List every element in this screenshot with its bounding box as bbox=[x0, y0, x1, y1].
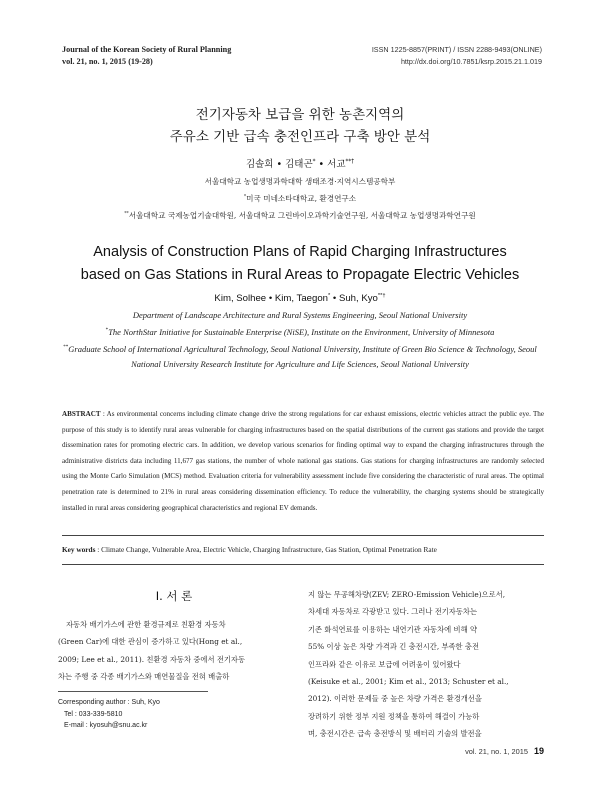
korean-affiliation-3 bbox=[0, 210, 600, 221]
english-authors-names: Kim, Solhee • Kim, Taegon bbox=[214, 293, 328, 305]
korean-authors-names: 김솔희 • 김태곤 bbox=[245, 159, 313, 170]
text-line: 지 않는 무공해차량(ZEV; ZERO-Emission Vehicle)으로서, bbox=[308, 590, 506, 599]
english-affiliation-1: Department of Landscape Architecture and Rural Systems Engineering, Seoul National University bbox=[132, 310, 468, 320]
english-aff2-mark: * bbox=[105, 327, 109, 334]
english-aff3-text: Graduate School of International Agricultural Technology, Seoul National University, Institute of Green Bio Science & Technology, Seoul National University Research Institute for Agriculture and Life Sciences, Seoul National University bbox=[68, 344, 537, 370]
text-line: 인프라와 같은 이유로 보급에 어려움이 있어왔다 bbox=[308, 659, 461, 669]
abstract-text: : As environmental concerns including climate change drive the strong regulations for car exhaust emissions, electric vehicles attract the public eye. The purpose of this study is to identify rural areas vulnerable for charging infrastructures based on the spatial distributions of the current gas stations and provide the target dissemination rates for promoting electric cars. In addition, we develop various scenarios for finding optimal way to expand the charging infrastructures through the administrative districts data including 11,677 gas stations, the number of whole national gas stations. Gas stations for charging infrastructures are randomly selected using the Monte Carlo Simulation (MCS) method. Evaluation criteria for vulnerability assessment include five considering the characteristic of rural areas. The optimal penetration rate is determined to 21% in rural areas considering dissemination efficiency. To reduce the vulnerability, the charging systems should be strategically installed in rural areas considering geographical characteristics and regional EV demands. bbox=[62, 410, 544, 512]
korean-aff2-text: 미국 미네소타대학교, 환경연구소 bbox=[246, 194, 357, 203]
footer-issue: vol. 21, no. 1, 2015 bbox=[465, 747, 528, 756]
korean-author-mark-2: **† bbox=[345, 158, 355, 165]
text-line: (Green Car)에 대한 관심이 증가하고 있다(Hong et al., bbox=[58, 637, 243, 647]
korean-affiliation-2 bbox=[0, 193, 600, 204]
english-affiliations bbox=[58, 308, 542, 372]
korean-title-line1: 전기자동차 보급을 위한 농촌지역의 bbox=[195, 107, 405, 123]
abstract bbox=[62, 407, 544, 516]
english-title bbox=[0, 241, 600, 287]
english-author-mark-1: * bbox=[328, 293, 331, 299]
english-aff3-mark: ** bbox=[63, 344, 69, 351]
keywords bbox=[62, 545, 544, 554]
korean-authors bbox=[0, 156, 600, 170]
correspondence-rule bbox=[58, 691, 208, 692]
korean-aff3-text: 서울대학교 국제농업기술대학원, 서울대학교 그린바이오과학기술연구원, 서울대학교 농업생명과학연구원 bbox=[128, 211, 476, 220]
english-authors bbox=[0, 293, 600, 304]
doi-link[interactable]: http://dx.doi.org/10.7851/ksrp.2015.21.1.019 bbox=[400, 57, 542, 66]
english-aff2-text: The NorthStar Initiative for Sustainable Enterprise (NiSE), Institute on the Environment, University of Minnesota bbox=[108, 327, 495, 338]
issn-block bbox=[372, 44, 542, 68]
korean-author-mark-1: * bbox=[312, 158, 316, 165]
english-affiliation-2 bbox=[58, 323, 542, 340]
english-title-line1: Analysis of Construction Plans of Rapid Charging Infrastructures bbox=[93, 244, 507, 260]
left-column bbox=[58, 588, 290, 686]
english-author-mark-2: **† bbox=[377, 293, 386, 299]
keywords-label: Key words bbox=[62, 545, 96, 554]
journal-name: Journal of the Korean Society of Rural Planning bbox=[62, 45, 232, 54]
right-column bbox=[308, 586, 544, 743]
text-line: 기존 화석연료를 이용하는 내연기관 자동차에 비해 약 bbox=[308, 624, 477, 634]
text-line: 장려하기 위한 정부 지원 정책을 통하여 해결이 가능하 bbox=[308, 711, 480, 721]
korean-author-sep: • 서교 bbox=[315, 159, 346, 170]
journal-volume: vol. 21, no. 1, 2015 (19-28) bbox=[62, 57, 153, 66]
korean-aff2-mark: * bbox=[243, 194, 247, 200]
journal-header bbox=[62, 44, 231, 68]
page-footer bbox=[465, 746, 544, 756]
corresponding-email[interactable]: E-mail : kyosuh@snu.ac.kr bbox=[64, 722, 148, 729]
section-title: I. 서 론 bbox=[155, 589, 193, 603]
text-line: 차세대 자동차로 각광받고 있다. 그러나 전기자동차는 bbox=[308, 607, 477, 617]
correspondence-block bbox=[58, 697, 160, 732]
corresponding-author: Corresponding author : Suh, Kyo bbox=[58, 699, 160, 706]
corresponding-tel: Tel : 033-339-5810 bbox=[64, 710, 123, 718]
text-line: 2012). 이러한 문제들 중 높은 차량 가격은 환경개선을 bbox=[308, 694, 482, 704]
english-author-sep: • Suh, Kyo bbox=[330, 293, 378, 305]
text-line: 자동차 배기가스에 관한 환경규제로 친환경 자동차 bbox=[66, 620, 226, 629]
korean-title-line2: 주유소 기반 급속 충전인프라 구축 방안 분석 bbox=[169, 129, 431, 145]
keywords-top-rule bbox=[62, 535, 544, 536]
left-column-text bbox=[58, 616, 290, 686]
korean-affiliation-1: 서울대학교 농업생명과학대학 생태조경·지역시스템공학부 bbox=[204, 177, 396, 186]
keywords-bottom-rule bbox=[62, 564, 544, 565]
english-affiliation-3 bbox=[58, 340, 542, 372]
page-number: 19 bbox=[533, 746, 544, 756]
text-line: 2009; Lee et al., 2011). 친환경 자동차 중에서 전기자동 bbox=[58, 654, 246, 664]
right-column-text bbox=[308, 586, 544, 743]
korean-title bbox=[0, 104, 600, 148]
keywords-text: : Climate Change, Vulnerable Area, Electric Vehicle, Charging Infrastructure, Gas Station, Optimal Penetration Rate bbox=[95, 545, 437, 554]
abstract-label: ABSTRACT bbox=[62, 410, 101, 418]
text-line: 며, 충전시간은 급속 충전방식 및 배터리 기술의 발전을 bbox=[308, 729, 482, 739]
english-title-line2: based on Gas Stations in Rural Areas to Propagate Electric Vehicles bbox=[80, 267, 520, 283]
text-line: 차는 주행 중 각종 배기가스와 매연물질을 전혀 배출하 bbox=[58, 672, 230, 682]
text-line: (Keisuke et al., 2001; Kim et al., 2013; Schuster et al., bbox=[308, 677, 509, 687]
korean-aff3-mark: ** bbox=[124, 211, 129, 217]
text-line: 55% 이상 높은 차량 가격과 긴 충전시간, 부족한 충전 bbox=[308, 642, 480, 652]
issn-text: ISSN 1225-8857(PRINT) / ISSN 2288-9493(ONLINE) bbox=[371, 45, 542, 54]
